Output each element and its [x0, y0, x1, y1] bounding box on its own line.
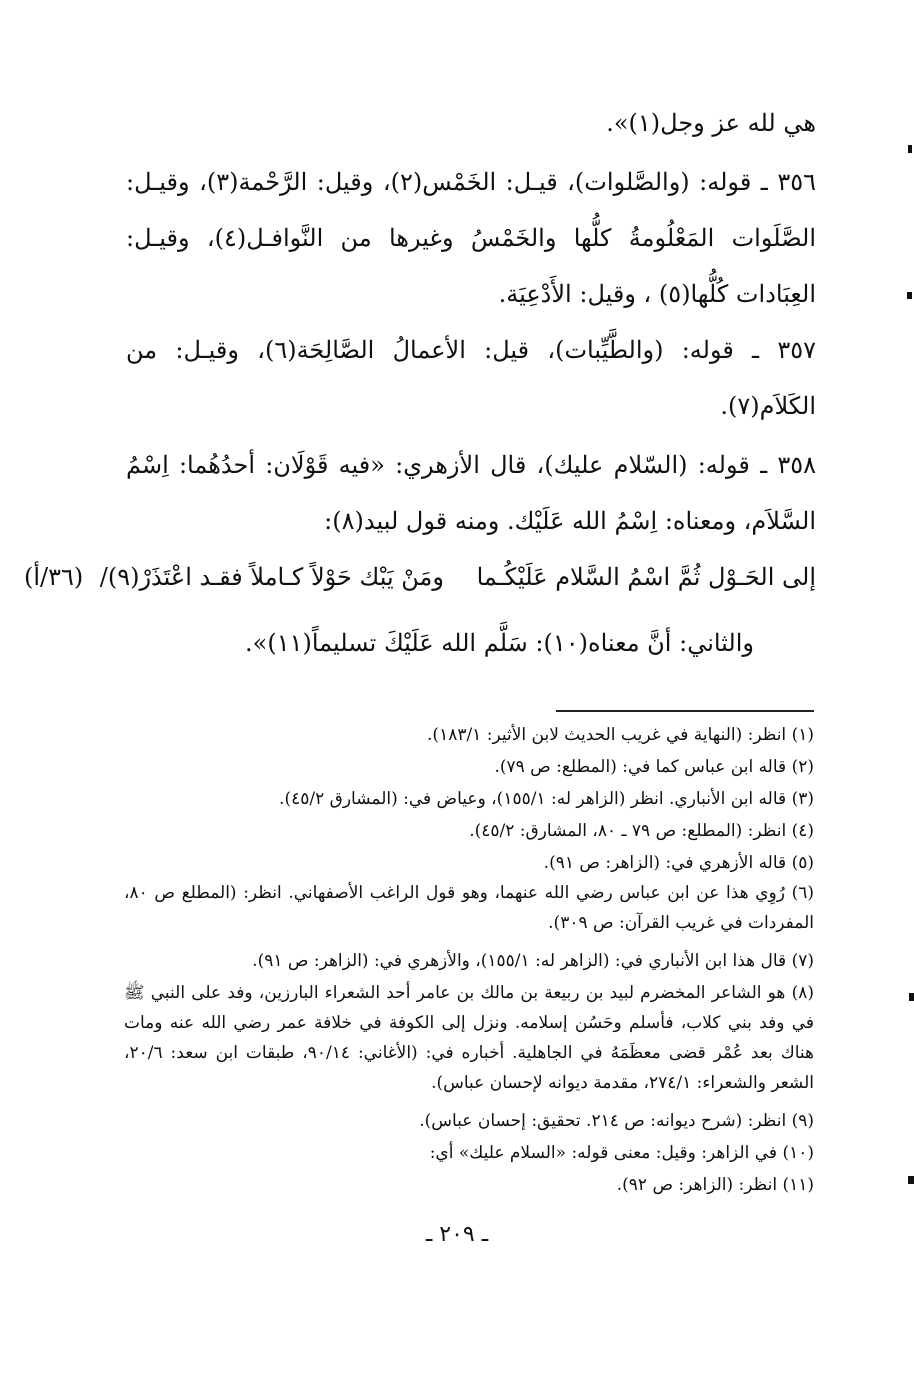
paragraph-356: ٣٥٦ ـ قوله: (والصَّلوات)، قيـل: الخَمْس(٢)، وقيل: الرَّحْمة(٣)، وقيـل: الصَّلَوات المَعْلُومةُ كلُّها والخَمْسُ وغيرها من النَّوافـل(٤)، وقيـل: العِبَادات كُلُّها(٥) ، وقيل: الأَدْعِيَة. — [126, 168, 816, 308]
footnote — [124, 1170, 814, 1200]
scan-edge-mark — [907, 292, 912, 299]
footnote-text: في الزاهر: وقيل: معنى قوله: «السلام عليك» أي: — [429, 1143, 778, 1163]
footnote-number: (١١) — [782, 1175, 814, 1195]
footnote-number: (٧) — [791, 951, 814, 971]
scan-edge-mark — [908, 145, 912, 153]
footnote-text: انظر: (النهاية في غريب الحديث لابن الأثير: ١٨٣/١). — [427, 725, 787, 745]
footnote-number: (١) — [791, 725, 814, 745]
footnote-separator — [556, 710, 814, 712]
footnote-text: هو الشاعر المخضرم لبيد بن ربيعة بن مالك بن عامر أحد الشعراء البارزين، وفد على النبي ﷺ في وفد بني كلاب، فأسلم وحَسُن إسلامه. ونزل إلى الكوفة في خلافة عمر رضي الله عنه ومات هناك بعد عُمْر قضى معظَمَهُ في الجاهلية. أخباره في: (الأغاني: ٩٠/١٤، طبقات ابن سعد: ٢٠/٦، الشعر والشعراء: ٢٧٤/١، مقدمة ديوانه لإحسان عباس). — [124, 983, 814, 1093]
footnote-text: قاله ابن الأنباري. انظر (الزاهر له: ١٥٥/١)، وعياض في: (المشارق ٤٥/٢). — [279, 789, 787, 809]
footnote-text: انظر: (الزاهر: ص ٩٢). — [616, 1175, 778, 1195]
footnote — [124, 946, 814, 976]
footnote-number: (٨) — [791, 983, 814, 1003]
footnote-text: قال هذا ابن الأنباري في: (الزاهر له: ١٥٥/١)، والأزهري في: (الزاهر: ص ٩١). — [252, 951, 787, 971]
footnote — [124, 720, 814, 750]
scan-edge-mark — [908, 1176, 914, 1184]
footnote-number: (٢) — [791, 757, 814, 777]
footnote-number: (٤) — [791, 821, 814, 841]
verse-second-hemistich: ومَنْ يَبْك حَوْلاً كـاملاً فقـد اعْتَذَرْ(٩)/ — [99, 563, 444, 591]
main-text-line: هي لله عز وجل(١)». — [606, 109, 816, 137]
scan-edge-mark — [909, 993, 914, 1001]
footnote — [124, 784, 814, 814]
footnote — [124, 816, 814, 846]
verse-first-hemistich: إلى الحَـوْل ثُمَّ اسْمُ السَّلام عَلَيْكُـما — [476, 563, 816, 591]
footnote-number: (٩) — [791, 1111, 814, 1131]
footnote-number: (٣) — [791, 789, 814, 809]
page-number: ـ ٢٠٩ ـ — [425, 1222, 489, 1247]
footnote — [124, 878, 814, 938]
margin-folio-reference: (٣٦/أ) — [24, 563, 84, 591]
footnote — [124, 1106, 814, 1136]
footnote-text: انظر: (شرح ديوانه: ص ٢١٤. تحقيق: إحسان عباس). — [419, 1111, 787, 1131]
footnote — [124, 1138, 814, 1168]
footnote-number: (٦) — [791, 883, 815, 903]
footnote-text: قاله الأزهري في: (الزاهر: ص ٩١). — [543, 853, 787, 873]
paragraph-358: ٣٥٨ ـ قوله: (السّلام عليك)، قال الأزهري: «فيه قَوْلَان: أحدُهُما: اِسْمُ السَّلاَم، ومعناه: اِسْمُ الله عَلَيْك. ومنه قول لبيد(٨): — [126, 451, 816, 535]
footnote — [124, 752, 814, 782]
footnote — [124, 978, 814, 1098]
footnote — [124, 848, 814, 878]
footnote-number: (٥) — [791, 853, 814, 873]
footnote-text: قاله ابن عباس كما في: (المطلع: ص ٧٩). — [494, 757, 787, 777]
footnote-text: رُوِي هذا عن ابن عباس رضي الله عنهما، وهو قول الراغب الأصفهاني. انظر: (المطلع ص ٨٠، المفردات في غريب القرآن: ص ٣٠٩). — [124, 883, 814, 933]
main-text-line: والثاني: أنَّ معناه(١٠): سَلَّم الله عَلَيْكَ تسليماً(١١)». — [245, 629, 754, 657]
footnote-text: انظر: (المطلع: ص ٧٩ ـ ٨٠، المشارق: ٤٥/٢). — [469, 821, 787, 841]
paragraph-357: ٣٥٧ ـ قوله: (والطَّيِّبات)، قيل: الأعمالُ الصَّالِحَة(٦)، وقيـل: من الكَلاَم(٧). — [126, 336, 816, 420]
footnote-number: (١٠) — [782, 1143, 814, 1163]
